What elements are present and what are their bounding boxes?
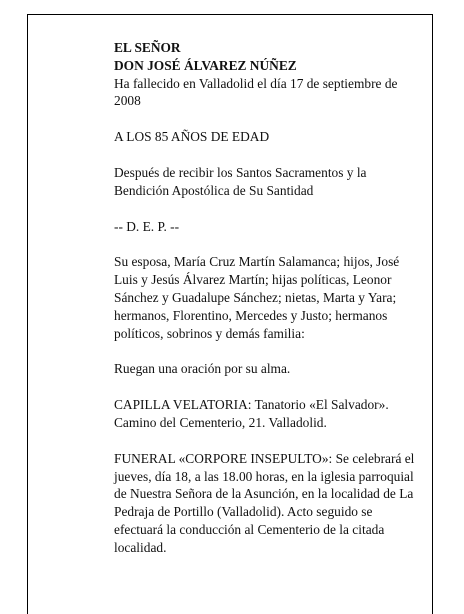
funeral-info: FUNERAL «CORPORE INSEPULTO»: Se celebrará el jueves, día 18, a las 18.00 horas, en la iglesia parroquial de Nuestra Señora de la Asunción, en la localidad de La Pedraja de Portillo (Valladolid). Acto seguido se efectuará la conducción al Cementerio de la citada localidad. xyxy=(114,450,415,555)
deceased-name: DON JOSÉ ÁLVAREZ NÚÑEZ xyxy=(114,57,297,73)
notice-title: EL SEÑOR xyxy=(114,40,181,55)
prayer-request: Ruegan una oración por su alma. xyxy=(114,361,291,377)
chapel-info: CAPILLA VELATORIA: Tanatorio «El Salvador». Camino del Cementerio, 21. Valladolid. xyxy=(114,397,389,430)
obituary-notice xyxy=(114,39,424,575)
age-line: A LOS 85 AÑOS DE EDAD xyxy=(114,129,270,145)
rip-line: -- D. E. P. -- xyxy=(114,218,180,234)
family-paragraph: Su esposa, María Cruz Martín Salamanca; hijos, José Luis y Jesús Álvarez Martín; hijas políticas, Leonor Sánchez y Guadalupe Sánchez; nietas, Marta y Yara; hermanos, Florentino, Mercedes y Justo; hermanos políticos, sobrinos y demás familia: xyxy=(114,254,400,341)
header-block xyxy=(114,39,424,110)
death-info: Ha fallecido en Valladolid el día 17 de septiembre de 2008 xyxy=(114,75,398,109)
sacraments-paragraph: Después de recibir los Santos Sacramentos y la Bendición Apostólica de Su Santidad xyxy=(114,164,367,198)
